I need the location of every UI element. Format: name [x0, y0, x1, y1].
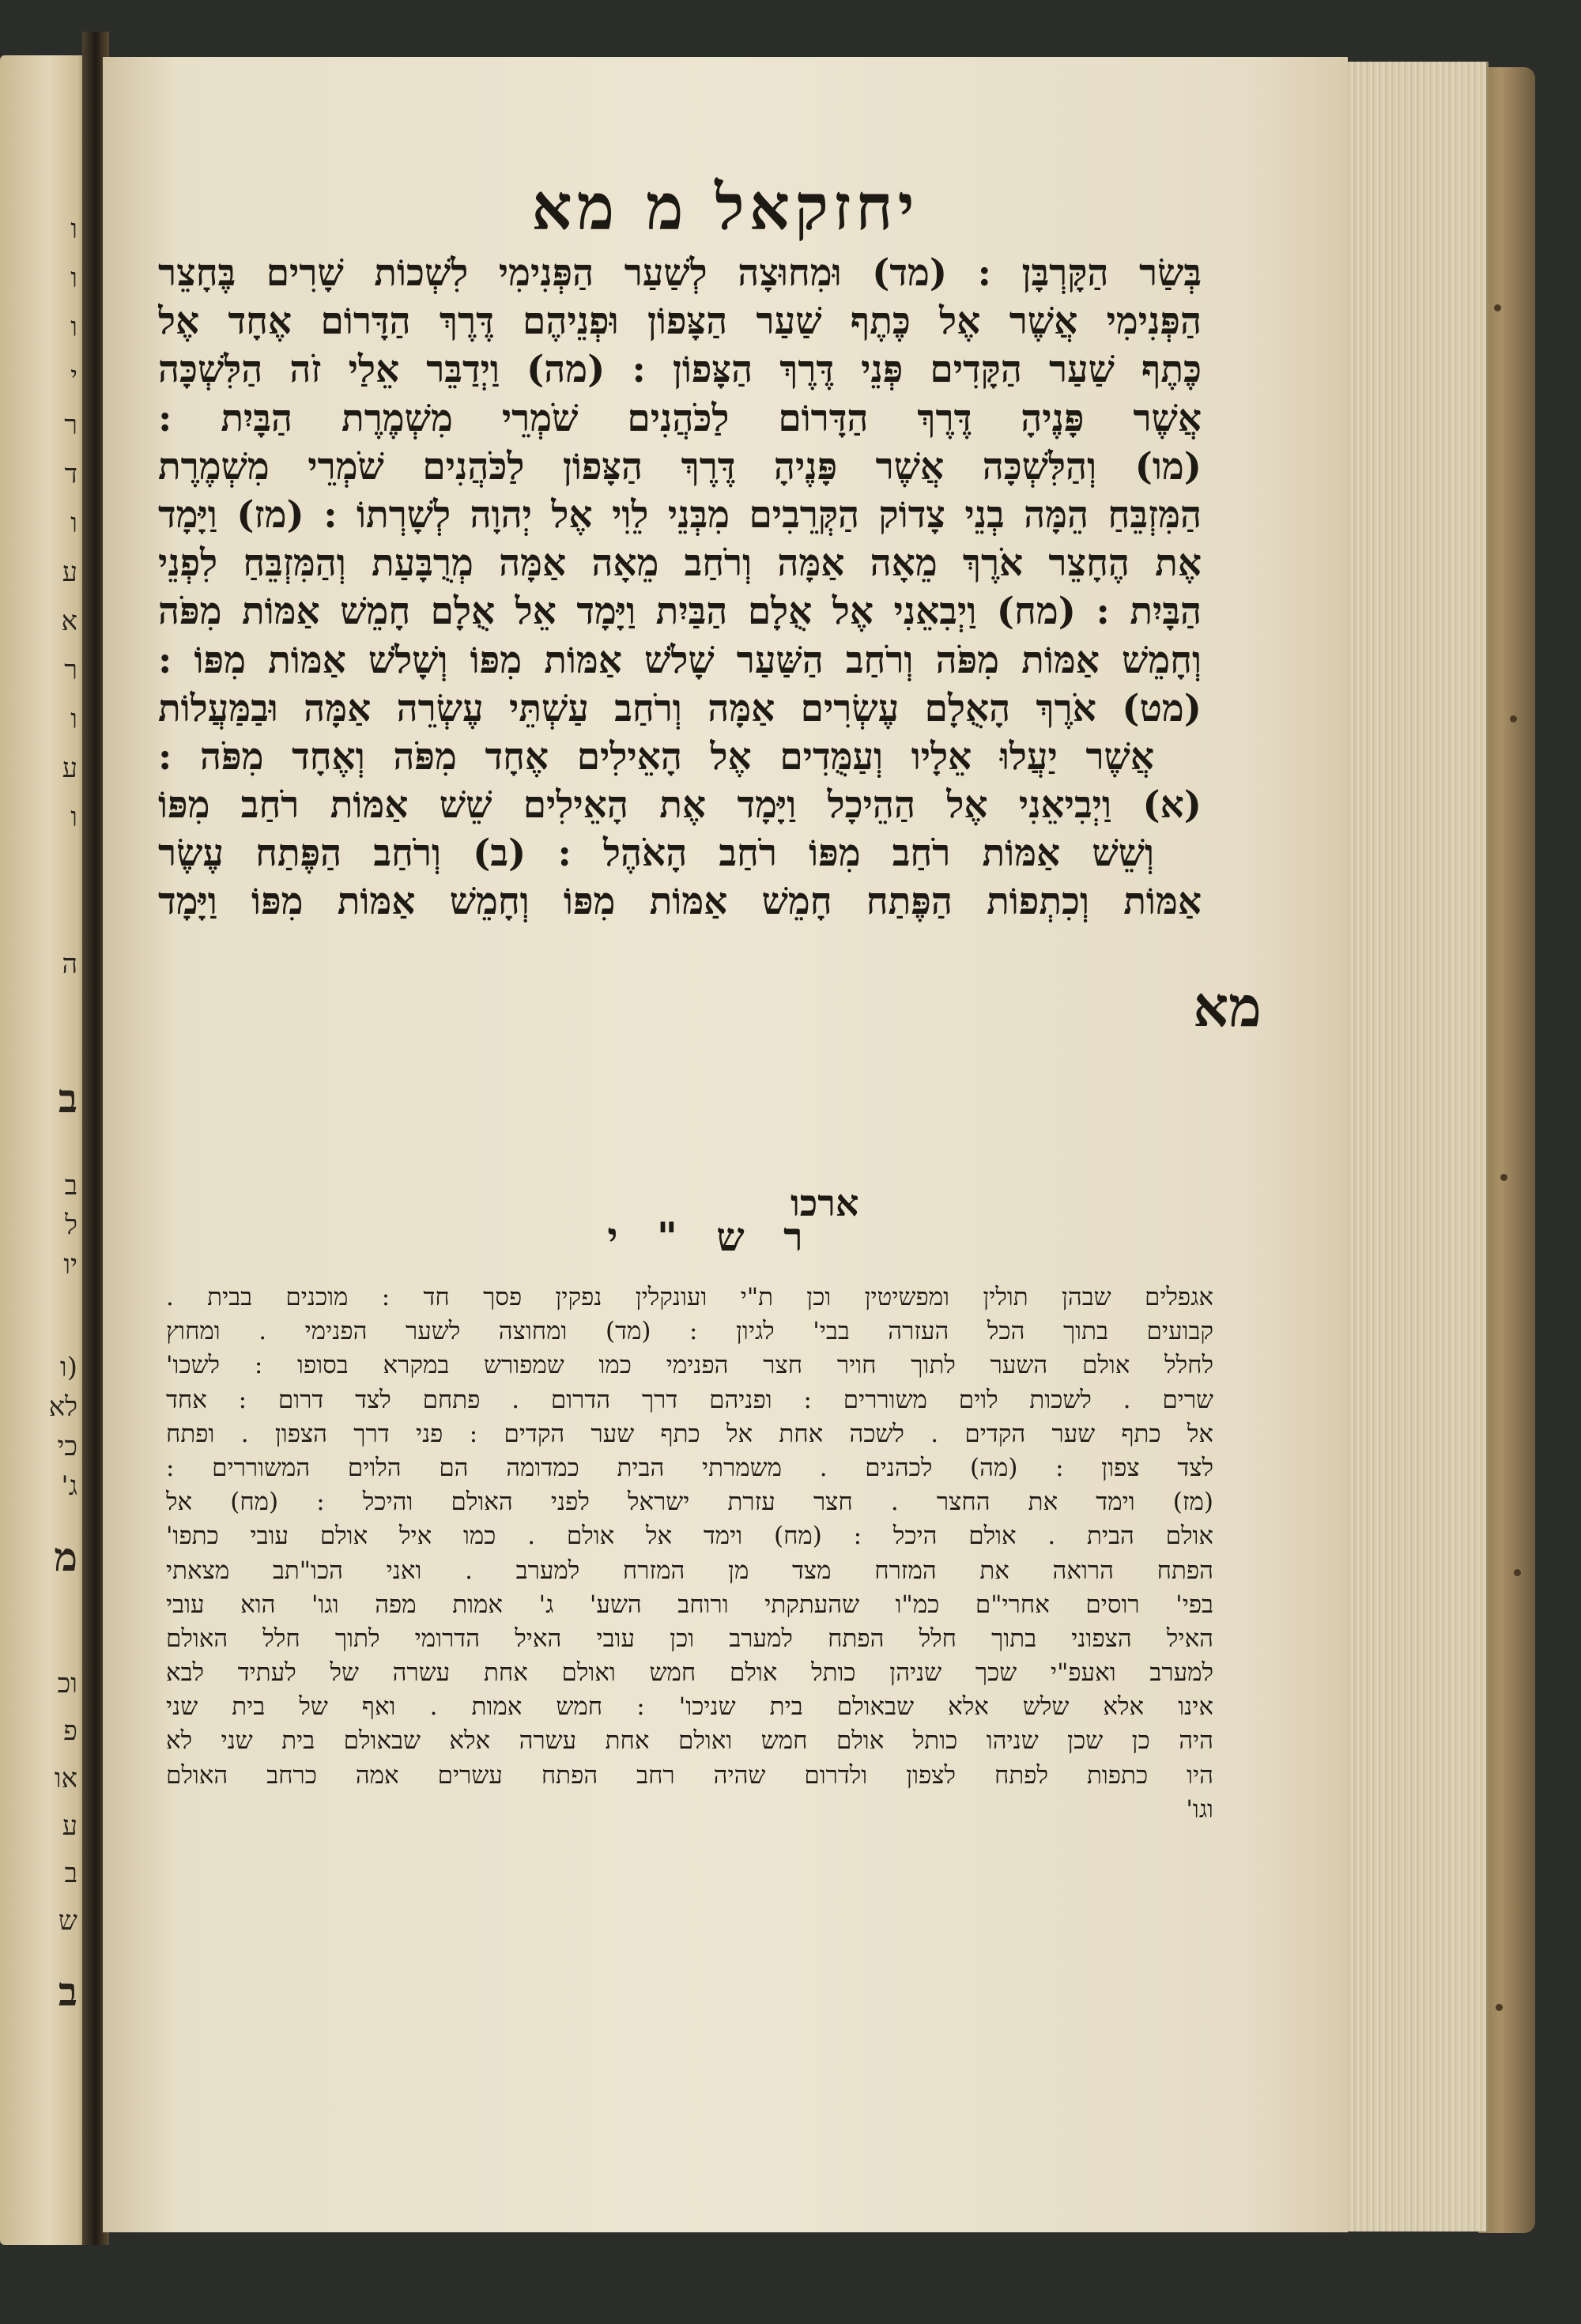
catchword: ארכו: [790, 1182, 859, 1224]
text-line: הַבָּיִת : (מח) וַיְבִאֵנִי אֶל אֻלָם הַבַּיִת וַיָּמָד אֵל אֻלָם חָמֵשׁ אַמּוֹת מִפֹּה: [158, 590, 1202, 634]
text-line: וְשֵׁשׁ אַמּוֹת רֹחַב מִפּוֹ רֹחַב הָאֹהֶל : (ב) וְרֹחַב הַפֶּתַח עֶשֶׂר: [158, 832, 1154, 876]
previous-page-edge: [0, 55, 89, 2245]
main-text-block: [158, 249, 1202, 926]
text-line: הַפְּנִימִי אֲשֶׁר אֶל כֶּתֶף שַׁעַר הַצָּפוֹן וּפְנֵיהֶם דֶּרֶךְ הַדָּרוֹם אֶחָד אֶל: [158, 300, 1202, 344]
margin-fragment: א: [61, 606, 77, 637]
margin-fragment: י: [70, 360, 77, 392]
margin-fragment: ג': [61, 1470, 77, 1502]
margin-fragment: ב: [58, 1075, 77, 1122]
page-fore-edge: [1344, 62, 1489, 2232]
text-line: אֶת הֶחָצֵר אֹרֶךְ מֵאָה אַמָּה וְרֹחַב מֵאָה אַמָּה מְרֻבָּעַת וְהַמִּזְבֵּחַ לִפְנֵי: [158, 541, 1202, 586]
commentary-line: שרים . לשכות לוים משוררים : ופניהם דרך הדרום . פתחם לצד דרום : אחד: [166, 1385, 1213, 1414]
margin-fragment: כי: [57, 1431, 77, 1462]
commentary-line: (מז) וימד את החצר . חצר עזרת ישראל לפני האולם והיכל : (מח) אל: [166, 1488, 1213, 1517]
margin-fragment: יו: [63, 1249, 77, 1281]
commentary-line: הפתח הרואה את המזרח מצד מן המזרח למערב . ואני הכו"תב מצאתי: [166, 1556, 1213, 1585]
margin-fragment: ב: [64, 1170, 77, 1202]
rashi-commentary-block: [166, 1281, 1213, 1827]
commentary-line: לחלל אולם השער לתוך חויר חצר הפנימי כמו שמפורש במקרא בסופו : לשכו': [166, 1351, 1213, 1380]
text-line: אַמּוֹת וְכִתְפוֹת הַפֶּתַח חָמֵשׁ אַמּוֹת מִפּוֹ וְחָמֵשׁ אַמּוֹת מִפּוֹ וַיָּמָד: [158, 880, 1202, 924]
margin-fragment: ב: [64, 1858, 77, 1889]
commentary-line: בפי' רוסים אחרי"ם כמ"ו שהעתקתי ורוחב השע' ג' אמות מפה וגו' הוא עובי: [166, 1590, 1213, 1619]
commentary-line: לצד צפון : (מה) לכהנים . משמרתי הבית כמדומה הם הלוים המשוררים :: [166, 1453, 1213, 1482]
running-head: יחזקאל מ מא: [531, 170, 919, 244]
text-line: (א) וַיְבִיאֵנִי אֶל הַהֵיכָל וַיָּמָד אֶת הָאֵילִים שֵׁשׁ אַמּוֹת רֹחַב מִפּוֹ: [158, 783, 1202, 828]
commentary-heading: ר ש " י: [607, 1213, 816, 1260]
margin-fragment: ו: [70, 802, 77, 833]
commentary-line: אולם הבית . אולם היכל : (מח) וימד אל אולם . כמו איל אולם עובי כתפו': [166, 1522, 1213, 1551]
commentary-line: האיל הצפוני בתוך חלל הפתח למערב וכן עובי האיל הדרומי לתוך חלל האולם: [166, 1624, 1213, 1653]
margin-fragment: ר: [64, 409, 77, 441]
text-line: אֲשֶׁר פָּנֶיהָ דֶּרֶךְ הַדָּרוֹם לַכֹּהֲנִים שֹׁמְרֵי מִשְׁמֶרֶת הַבָּיִת :: [158, 396, 1202, 440]
commentary-line: אינו אלא שלש אלא שבאולם בית שניכו' : חמש אמות . ואף של בית שני: [166, 1692, 1213, 1722]
commentary-line: קבועים בתוך הכל העזרה בבי' לגיון : (מד) ומחוצה לשער הפנימי . ומחוץ: [166, 1317, 1213, 1346]
margin-fragment: ב: [58, 1968, 77, 2015]
margin-fragment: או: [54, 1763, 77, 1794]
text-line: אֲשֶׁר יַעֲלוּ אֵלָיו וְעַמֻּדִים אֶל הָאֵילִים אֶחָד מִפֹּה וְאֶחָד מִפֹּה :: [158, 734, 1154, 779]
text-line: (מט) אֹרֶךְ הָאֻלָם עֶשְׂרִים אַמָּה וְרֹחַב עַשְׁתֵּי עֶשְׂרֵה אַמָּה וּבַמַּעֲלוֹת: [158, 686, 1202, 730]
margin-fragment: ו: [70, 507, 77, 539]
commentary-line: היה כן שכן שניהו כותל אולם חמש ואולם אחת עשרה אלא שבאולם בית שני לא: [166, 1726, 1213, 1756]
margin-fragment: ע: [62, 1810, 77, 1842]
text-line: בְּשַׂר הַקָּרְבָּן : (מד) וּמִחוּצָה לְשַׁעַר הַפְּנִימִי לִשְׁכוֹת שָׁרִים בֶּחָצֵר: [158, 251, 1202, 295]
margin-fragment: ש: [58, 1905, 77, 1937]
margin-fragment: מ: [54, 1534, 77, 1580]
text-line: כֶּתֶף שַׁעַר הַקָּדִים פְּנֵי דֶּרֶךְ הַצָּפוֹן : (מה) וַיְדַבֵּר אֵלַי זֹה הַלִּשְׁכָּה: [158, 348, 1202, 392]
margin-fragment: ע: [62, 556, 77, 588]
commentary-line: וגו': [1186, 1794, 1213, 1824]
margin-fragment: ו: [70, 311, 77, 343]
margin-fragment: ו: [70, 213, 77, 245]
text-line: וְחָמֵשׁ אַמּוֹת מִפֹּה וְרֹחַב הַשַּׁעַר שָׁלֹשׁ אַמּוֹת מִפּוֹ וְשָׁלֹשׁ אַמּוֹת מִפּוֹ :: [158, 638, 1202, 682]
text-line: הַמִּזְבֵּחַ הֵמָּה בְנֵי צָדוֹק הַקְּרֵבִים מִבְּנֵי לֵוִי אֶל יְהוָה לְשָׁרְתוֹ : (מז) וַיָּמָד: [158, 492, 1202, 537]
commentary-line: היו כתפות לפתח לצפון ולדרום שהיה רחב הפתח עשרים אמה כרחב האולם: [166, 1760, 1213, 1790]
margin-fragment: ר: [64, 655, 77, 686]
margin-fragment: ע: [62, 753, 77, 784]
margin-fragment: ל: [65, 1209, 77, 1241]
margin-fragment: פ: [63, 1715, 77, 1747]
margin-fragment: לא: [48, 1391, 77, 1423]
commentary-line: אל כתף שער הקדים . לשכה אחת אל כתף שער הקדים : פני דרך הצפון . ופתח: [166, 1419, 1213, 1448]
margin-fragment: וכ: [57, 1668, 77, 1700]
commentary-line: אגפלים שבהן תולין ומפשיטין וכן ת"י ועונקלין נפקין פסך חד : מוכנים בבית .: [166, 1283, 1213, 1311]
commentary-line: למערב ואעפ"י שכך שניהן כותל אולם חמש ואולם אחת עשרה של לעתיד לבא: [166, 1658, 1213, 1688]
margin-fragment: ה: [62, 949, 77, 980]
text-line: (מו) וְהַלִּשְׁכָּה אֲשֶׁר פָּנֶיהָ דֶּרֶךְ הַצָּפוֹן לַכֹּהֲנִים שֹׁמְרֵי מִשְׁמֶרֶת: [158, 444, 1202, 489]
margin-fragment: ד: [64, 458, 77, 490]
chapter-marker: מא: [1193, 974, 1262, 1039]
margin-fragment: ו: [70, 704, 77, 735]
margin-fragment: (ו: [60, 1352, 77, 1383]
margin-fragment: ו: [70, 262, 77, 294]
